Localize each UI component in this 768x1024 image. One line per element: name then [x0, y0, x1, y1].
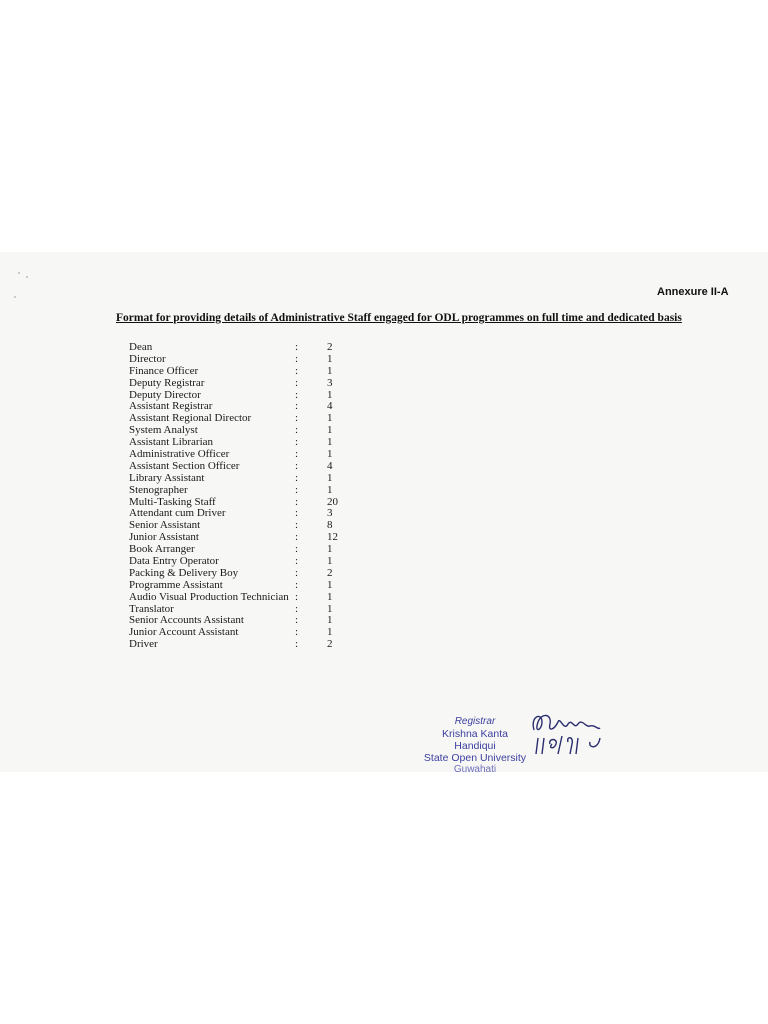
staff-post: Assistant Librarian [129, 436, 214, 449]
staff-post: Assistant Registrar [129, 400, 213, 413]
staff-post: Library Assistant [129, 471, 205, 484]
colon-separator: : [295, 412, 299, 425]
staff-count: 4 [327, 400, 333, 413]
staff-post: Translator [129, 602, 174, 615]
staff-count: 1 [327, 412, 333, 425]
colon-separator: : [295, 566, 299, 579]
colon-separator: : [295, 448, 299, 461]
staff-count: 2 [327, 341, 333, 353]
colon-separator: : [295, 590, 299, 603]
staff-count: 3 [327, 507, 333, 520]
staff-count: 1 [327, 424, 333, 437]
staff-count: 2 [327, 566, 333, 579]
staff-post: Programme Assistant [129, 578, 223, 591]
staff-post: Deputy Registrar [129, 376, 205, 389]
staff-post: Assistant Section Officer [129, 459, 240, 472]
scan-speck [18, 272, 20, 274]
staff-post: Driver [129, 638, 158, 651]
staff-count: 1 [327, 388, 333, 401]
colon-separator: : [295, 341, 299, 353]
colon-separator: : [295, 388, 299, 401]
staff-post: System Analyst [129, 424, 198, 437]
colon-separator: : [295, 519, 299, 532]
colon-separator: : [295, 626, 299, 639]
staff-count: 2 [327, 638, 333, 651]
colon-separator: : [295, 638, 299, 651]
colon-separator: : [295, 555, 299, 568]
staff-count: 1 [327, 543, 333, 556]
staff-count: 1 [327, 471, 333, 484]
staff-post: Audio Visual Production Technician [129, 590, 289, 603]
staff-count: 8 [327, 519, 333, 532]
stamp-title: Registrar [454, 716, 496, 727]
colon-separator: : [295, 459, 299, 472]
stamp-university-line2: State Open University [423, 752, 527, 764]
colon-separator: : [295, 614, 299, 627]
colon-separator: : [295, 364, 299, 377]
staff-post: Finance Officer [129, 364, 199, 377]
staff-post: Deputy Director [129, 388, 201, 401]
staff-post: Junior Assistant [129, 531, 199, 544]
colon-separator: : [295, 424, 299, 437]
colon-separator: : [295, 376, 299, 389]
staff-count: 1 [327, 364, 333, 377]
staff-post: Assistant Regional Director [129, 412, 252, 425]
scan-speck [14, 296, 16, 298]
staff-count: 12 [327, 531, 338, 544]
staff-count: 20 [327, 495, 338, 508]
colon-separator: : [295, 471, 299, 484]
staff-count: 1 [327, 555, 333, 568]
staff-count: 1 [327, 602, 333, 615]
staff-post: Multi-Tasking Staff [129, 495, 216, 508]
stamp-city: Guwahati [453, 764, 497, 775]
staff-post: Data Entry Operator [129, 555, 219, 568]
staff-count: 1 [327, 614, 333, 627]
colon-separator: : [295, 436, 299, 449]
colon-separator: : [295, 507, 299, 520]
staff-count: 3 [327, 376, 333, 389]
staff-count: 1 [327, 578, 333, 591]
scan-speck [26, 276, 28, 278]
staff-count: 1 [327, 626, 333, 639]
staff-count: 1 [327, 436, 333, 449]
stamp-university-line1: Krishna Kanta Handiqui [442, 728, 508, 752]
colon-separator: : [295, 543, 299, 556]
staff-count: 1 [327, 448, 333, 461]
staff-count: 1 [327, 483, 333, 496]
colon-separator: : [295, 578, 299, 591]
colon-separator: : [295, 531, 299, 544]
colon-separator: : [295, 352, 299, 365]
colon-separator: : [295, 495, 299, 508]
document-title: Format for providing details of Administrative Staff engaged for ODL programmes on full time and dedicated basis [116, 312, 682, 324]
colon-separator: : [295, 602, 299, 615]
staff-count: 1 [327, 352, 333, 365]
staff-count: 1 [327, 590, 333, 603]
staff-post: Senior Assistant [129, 519, 201, 532]
annexure-label: Annexure II-A [657, 286, 729, 298]
staff-post: Book Arranger [129, 543, 195, 556]
staff-post: Packing & Delivery Boy [129, 566, 239, 579]
scanned-page [0, 252, 768, 772]
registrar-stamp [420, 716, 530, 776]
staff-post: Dean [129, 341, 153, 353]
staff-post: Stenographer [129, 483, 188, 496]
handwritten-signature [528, 708, 608, 764]
staff-count: 4 [327, 459, 333, 472]
staff-post: Senior Accounts Assistant [129, 614, 244, 627]
staff-post: Administrative Officer [129, 448, 230, 461]
colon-separator: : [295, 400, 299, 413]
colon-separator: : [295, 483, 299, 496]
staff-post: Junior Account Assistant [129, 626, 239, 639]
staff-post: Attendant cum Driver [129, 507, 226, 520]
staff-post: Director [129, 352, 166, 365]
